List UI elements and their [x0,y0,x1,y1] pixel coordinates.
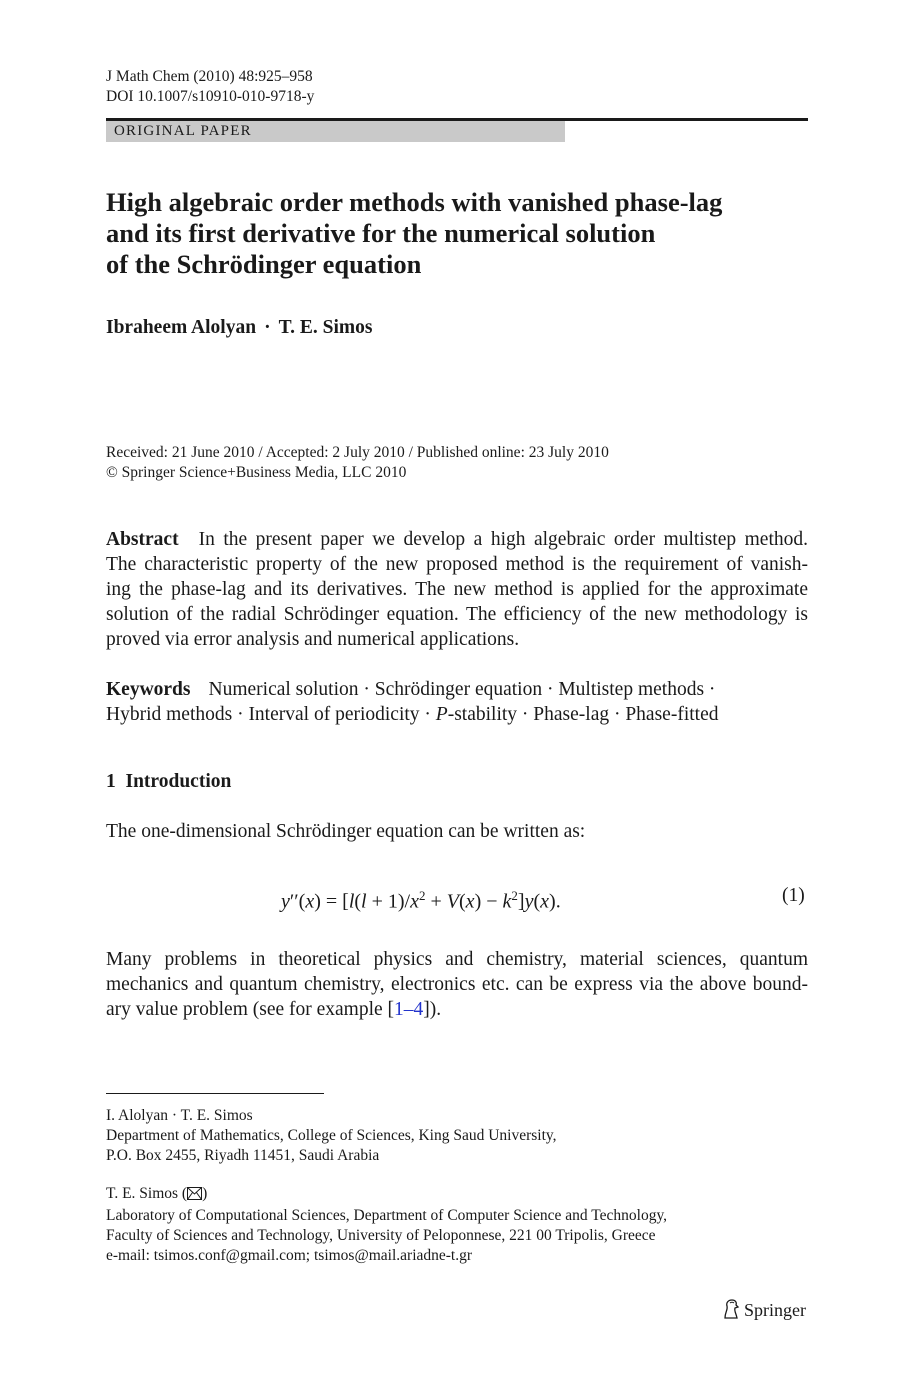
author-separator: · [264,317,271,338]
author-name: Ibraheem Alolyan [106,317,257,338]
abstract-line [106,527,808,552]
email-line: e-mail: tsimos.conf@gmail.com; tsimos@mail.ariadne-t.gr [106,1247,473,1264]
abstract-line: solution of the radial Schrödinger equation. The efficiency of the new methodology is [106,604,808,625]
affiliation-line: P.O. Box 2455, Riyadh 11451, Saudi Arabia [106,1147,380,1164]
article-type-label: ORIGINAL PAPER [114,123,252,139]
abstract-line: ing the phase-lag and its derivatives. The new method is applied for the approximate [106,579,808,600]
title-line: High algebraic order methods with vanished phase-lag [106,187,723,217]
copyright-line: © Springer Science+Business Media, LLC 2010 [106,464,407,481]
paper-title [106,187,826,280]
title-line: of the Schrödinger equation [106,249,422,279]
doi-line: DOI 10.1007/s10910-010-9718-y [106,88,315,105]
affiliation-line: Faculty of Sciences and Technology, University of Peloponnese, 221 00 Tripolis, Greece [106,1227,656,1244]
keywords-text: -stability · Phase-lag · Phase-fitted [447,704,719,725]
title-line: and its first derivative for the numerical solution [106,218,656,248]
section-heading [106,769,231,794]
citation-link[interactable]: 1 [394,999,404,1020]
publisher-logo [722,1298,806,1322]
keywords-text: Hybrid methods · Interval of periodicity · [106,704,436,725]
springer-horse-icon [722,1299,740,1319]
abstract-line: The characteristic property of the new proposed method is the requirement of vanish- [106,554,808,575]
author-name: T. E. Simos [278,317,373,338]
citation-link[interactable]: 4 [413,999,424,1020]
body-paragraph [106,947,808,1022]
paragraph-line: Many problems in theoretical physics and chemistry, material sciences, quantum [106,949,808,970]
keywords-italic: P [435,704,448,725]
publication-history [106,443,609,483]
publisher-name: Springer [744,1300,806,1320]
paragraph-line [106,997,808,1022]
citation-dash: – [403,999,414,1020]
equation-number: (1) [782,885,805,906]
keywords-line [106,677,808,702]
footnote-rule [106,1093,324,1094]
section-number: 1 [106,771,116,792]
affiliation-line: Laboratory of Computational Sciences, Department of Computer Science and Technology, [106,1207,668,1224]
abstract-line: proved via error analysis and numerical applications. [106,629,520,650]
equation-1: $y''(x) = [l(l + 1)/x^2 + V(x) - k^2]y(x)$. [281,888,561,913]
section-title: Introduction [125,771,232,792]
paragraph-text: ary value problem (see for example [ [106,999,395,1020]
corresponding-name: T. E. Simos ( [106,1185,188,1202]
corresponding-close: ) [202,1185,208,1202]
paragraph-line: mechanics and quantum chemistry, electronics etc. can be express via the above bound- [106,974,808,995]
envelope-icon [187,1186,202,1206]
affiliation-line: Department of Mathematics, College of Sciences, King Saud University, [106,1127,557,1144]
intro-sentence: The one-dimensional Schrödinger equation can be written as: [106,821,586,842]
keywords [106,677,808,727]
keywords-line [106,702,808,727]
affiliation-2 [106,1184,667,1266]
keywords-label: Keywords [106,679,191,700]
abstract-text: In the present paper we develop a high algebraic order multistep method. [198,529,808,550]
abstract [106,527,808,652]
author-list [106,316,373,340]
affiliation-authors: I. Alolyan · T. E. Simos [106,1107,253,1124]
abstract-label: Abstract [106,529,179,550]
paragraph-text: ]). [423,999,442,1020]
keywords-text: Numerical solution · Schrödinger equation · Multistep methods · [208,679,716,700]
journal-line: J Math Chem (2010) 48:925–958 [106,68,313,85]
affiliation-1 [106,1106,557,1166]
history-dates: Received: 21 June 2010 / Accepted: 2 July 2010 / Published online: 23 July 2010 [106,444,609,461]
journal-citation [106,67,314,107]
corresponding-author [106,1184,667,1206]
